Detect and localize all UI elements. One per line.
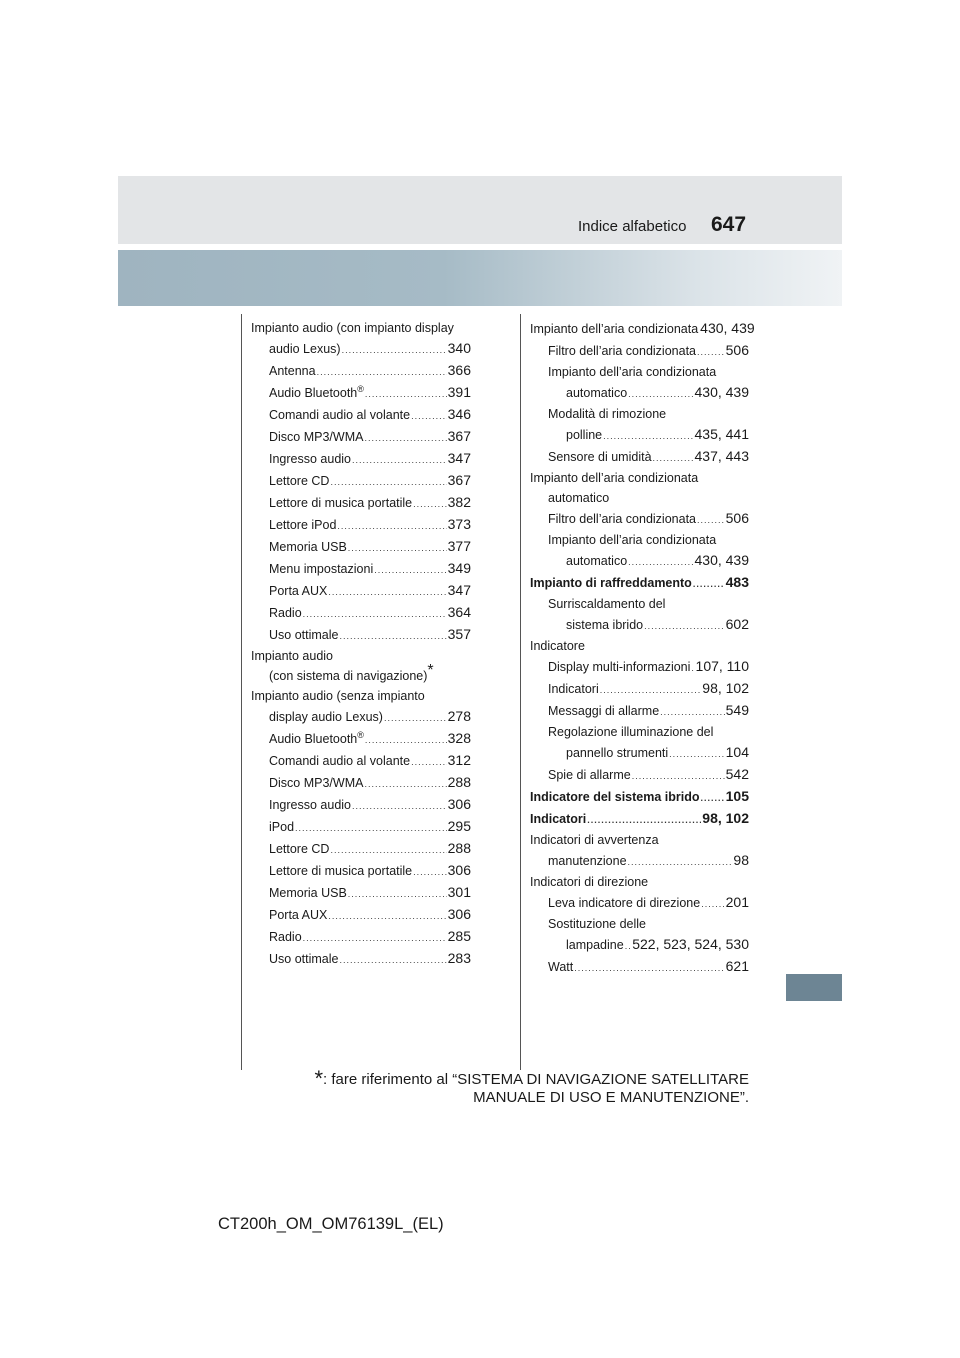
page-number: 647: [711, 213, 747, 236]
index-entry-text: Impianto dell’aria condizionata: [530, 322, 699, 336]
index-page-ref: 391: [447, 384, 471, 400]
column-rule-middle: [520, 314, 521, 1070]
index-entry-line: [530, 572, 749, 594]
index-page-ref: 437, 443: [694, 448, 749, 464]
index-entry: [530, 678, 749, 700]
index-entry: [530, 340, 749, 362]
index-entry-text: Impianto dell’aria condizionata: [548, 533, 717, 547]
index-entry-line: [269, 492, 471, 514]
index-entry-line: [269, 926, 471, 948]
index-entry-line: [548, 424, 749, 446]
index-entry-continuation: manutenzione: [548, 854, 627, 868]
index-entry-text: Memoria USB: [269, 886, 347, 900]
leader-dots: [413, 862, 447, 882]
index-entry: [530, 362, 749, 404]
index-entry-text: Ingresso audio: [269, 452, 352, 466]
index-entry-line: [548, 656, 749, 678]
leader-dots: [411, 406, 447, 426]
index-page-ref: 347: [447, 582, 471, 598]
index-entry: [251, 624, 471, 646]
index-page-ref: 435, 441: [694, 426, 749, 442]
column-rule-left: [241, 314, 242, 1070]
leader-dots: [364, 774, 446, 794]
index-page-ref: 283: [447, 950, 471, 966]
index-entry-continuation: automatico: [566, 386, 628, 400]
index-entry-line: [269, 948, 471, 970]
index-entry-text: Indicatori: [530, 812, 587, 826]
index-entry-line: [530, 808, 749, 830]
index-entry-line: [269, 360, 471, 382]
index-entry-text: Regolazione illuminazione del: [548, 725, 714, 739]
index-entry-line: [269, 580, 471, 602]
leader-dots: [697, 510, 725, 530]
index-entry-line: [548, 340, 749, 362]
index-entry-line: [269, 838, 471, 860]
index-side-tab: [786, 974, 842, 1001]
index-page-ref: 105: [725, 788, 749, 804]
leader-dots: [628, 384, 693, 404]
leader-dots: [330, 472, 446, 492]
document-code: CT200h_OM_OM76139L_(EL): [218, 1215, 444, 1233]
index-entry-line: [269, 904, 471, 926]
index-entry-line: [269, 558, 471, 580]
index-entry-text: Porta AUX: [269, 584, 328, 598]
section-banner: [118, 250, 842, 306]
leader-dots: [352, 450, 447, 470]
index-entry: [530, 722, 749, 764]
index-page-ref: 107, 110: [695, 658, 749, 674]
index-page-ref: 522, 523, 524, 530: [632, 936, 749, 952]
index-entry: [251, 816, 471, 838]
leader-dots: [348, 538, 447, 558]
index-entry-continuation: polline: [566, 428, 603, 442]
index-entry-line: [269, 382, 471, 404]
leader-dots: [411, 752, 447, 772]
index-entry-line: [269, 602, 471, 624]
leader-dots: [644, 616, 725, 636]
index-entry: [530, 656, 749, 678]
index-entry-text: Ingresso audio: [269, 798, 352, 812]
index-entry-text: Indicatore del sistema ibrido: [530, 790, 700, 804]
index-entry: [251, 318, 471, 360]
index-entry-line: [269, 514, 471, 536]
index-entry-line: [269, 860, 471, 882]
leader-dots: [339, 626, 446, 646]
index-page-ref: 201: [725, 894, 749, 910]
index-entry: [251, 404, 471, 426]
index-entry-text: Sensore di umidità: [548, 450, 652, 464]
index-page-ref: 98: [733, 852, 749, 868]
index-entry: [530, 956, 749, 978]
index-entry: [251, 948, 471, 970]
index-entry-line: [548, 382, 749, 404]
index-entry-text: Lettore CD: [269, 842, 330, 856]
index-entry: [530, 594, 749, 636]
leader-dots: [701, 894, 724, 914]
index-entry-text: Comandi audio al volante: [269, 754, 411, 768]
index-entry-text: Leva indicatore di direzione: [548, 896, 701, 910]
footnote: [300, 1066, 749, 1107]
leader-dots: [660, 702, 724, 722]
index-entry-text: Indicatori di direzione: [530, 875, 649, 889]
index-entry-line: [548, 742, 749, 764]
index-entry-line: [548, 892, 749, 914]
index-entry-text: Disco MP3/WMA: [269, 776, 364, 790]
index-entry: [251, 860, 471, 882]
index-entry-continuation: automatico: [548, 491, 610, 505]
registered-mark: ®: [357, 383, 364, 394]
leader-dots: [632, 766, 725, 786]
index-page-ref: 306: [447, 906, 471, 922]
index-page-ref: 506: [725, 510, 749, 526]
index-page-ref: 328: [447, 730, 471, 746]
index-entry-line: [269, 794, 471, 816]
index-entry-text: Antenna: [269, 364, 316, 378]
index-entry: [251, 646, 471, 686]
index-entry-text: Modalità di rimozione: [548, 407, 667, 421]
leader-dots: [628, 552, 693, 572]
index-entry-text: Indicatori: [548, 682, 599, 696]
index-page-ref: 430, 439: [694, 552, 749, 568]
index-entry: [530, 764, 749, 786]
index-entry-line: [269, 470, 471, 492]
index-page-ref: 430, 439: [700, 320, 755, 336]
leader-dots: [587, 810, 701, 830]
index-entry: [530, 508, 749, 530]
index-entry-line: [251, 338, 471, 360]
leader-dots: [669, 744, 724, 764]
index-page-ref: 346: [447, 406, 471, 422]
leader-dots: [352, 796, 447, 816]
index-entry-text: Messaggi di allarme: [548, 704, 660, 718]
index-entry-line: [530, 786, 749, 808]
index-entry-line: [269, 426, 471, 448]
index-entry-text: Radio: [269, 606, 302, 620]
index-entry-line: [548, 934, 749, 956]
index-page-ref: 301: [447, 884, 471, 900]
index-page-ref: 295: [447, 818, 471, 834]
index-page-ref: 340: [447, 340, 471, 356]
index-entry: [251, 382, 471, 404]
index-entry: [530, 914, 749, 956]
index-entry: [251, 470, 471, 492]
index-entry-text: Audio Bluetooth®: [269, 383, 364, 400]
index-entry-line: [548, 700, 749, 722]
index-entry-text: Audio Bluetooth®: [269, 729, 364, 746]
index-page-ref: 349: [447, 560, 471, 576]
index-entry: [530, 830, 749, 872]
index-page-ref: 357: [447, 626, 471, 642]
index-entry-text: Surriscaldamento del: [548, 597, 666, 611]
index-column-left: [251, 318, 471, 970]
index-entry: [251, 838, 471, 860]
index-entry-line: [269, 772, 471, 794]
leader-dots: [701, 788, 725, 808]
leader-dots: [600, 680, 702, 700]
index-entry-text: Radio: [269, 930, 302, 944]
index-entry-text: Lettore iPod: [269, 518, 337, 532]
leader-dots: [365, 384, 447, 404]
index-entry-line: [269, 882, 471, 904]
index-page-ref: 430, 439: [694, 384, 749, 400]
index-page-ref: 382: [447, 494, 471, 510]
index-entry: [251, 904, 471, 926]
index-page-ref: 367: [447, 472, 471, 488]
index-page-ref: 312: [447, 752, 471, 768]
index-entry-text: Watt: [548, 960, 574, 974]
footnote-line-2: MANUALE DI USO E MANUTENZIONE”.: [473, 1089, 749, 1106]
index-entry: [530, 636, 749, 656]
footnote-line-1: : fare riferimento al “SISTEMA DI NAVIGAZIONE SATELLITARE: [323, 1071, 749, 1088]
index-entry-text: Impianto dell’aria condizionata: [530, 471, 699, 485]
leader-dots: [653, 448, 694, 468]
index-entry-text: Indicatori di avvertenza: [530, 833, 659, 847]
index-entry: [251, 492, 471, 514]
index-entry-line: [548, 764, 749, 786]
index-entry-continuation: pannello strumenti: [566, 746, 669, 760]
leader-dots: [384, 708, 447, 728]
leader-dots: [328, 582, 446, 602]
index-page-ref: 621: [725, 958, 749, 974]
index-entry-line: [548, 446, 749, 468]
index-entry: [251, 772, 471, 794]
index-entry-line: [269, 404, 471, 426]
index-entry-text: iPod: [269, 820, 295, 834]
index-entry-text: Filtro dell’aria condizionata: [548, 512, 696, 526]
index-page-ref: 288: [447, 840, 471, 856]
index-page-ref: 542: [725, 766, 749, 782]
index-entry-line: [548, 678, 749, 700]
index-entry-text: Indicatore: [530, 639, 585, 653]
leader-dots: [625, 936, 632, 956]
index-entry-line: [530, 318, 755, 340]
leader-dots: [697, 342, 725, 362]
index-entry-line: [548, 956, 749, 978]
index-entry: [530, 572, 749, 594]
index-entry-continuation: automatico: [566, 554, 628, 568]
index-entry: [530, 892, 749, 914]
index-entry: [251, 580, 471, 602]
index-entry: [251, 750, 471, 772]
index-entry: [530, 404, 749, 446]
index-page-ref: 278: [447, 708, 471, 724]
index-entry-text: Uso ottimale: [269, 628, 339, 642]
leader-dots: [342, 340, 447, 360]
index-entry-text: Uso ottimale: [269, 952, 339, 966]
footnote-star: *: [314, 1066, 324, 1091]
index-entry-line: [530, 872, 749, 892]
index-page-ref: 549: [725, 702, 749, 718]
registered-mark: ®: [357, 729, 364, 740]
index-entry-line: [269, 728, 471, 750]
index-entry-text: Impianto audio (con impianto display: [251, 321, 454, 335]
leader-dots: [691, 658, 694, 678]
index-page-ref: 306: [447, 796, 471, 812]
index-entry-line: [530, 488, 749, 508]
leader-dots: [295, 818, 447, 838]
index-entry-line: [530, 636, 749, 656]
index-page-ref: 306: [447, 862, 471, 878]
leader-dots: [603, 426, 693, 446]
index-entry-text: Memoria USB: [269, 540, 347, 554]
index-entry: [530, 872, 749, 892]
index-entry-line: [548, 550, 749, 572]
footnote-star-ref: *: [427, 661, 434, 679]
leader-dots: [348, 884, 447, 904]
index-entry-line: [269, 750, 471, 772]
index-column-right: [530, 318, 755, 978]
index-entry: [530, 786, 749, 808]
index-entry-continuation: display audio Lexus): [269, 710, 383, 724]
index-entry: [251, 426, 471, 448]
leader-dots: [374, 560, 446, 580]
header-title: Indice alfabetico: [578, 218, 687, 235]
leader-dots: [693, 574, 725, 594]
index-entry-line: [548, 614, 749, 636]
index-entry-text: Disco MP3/WMA: [269, 430, 364, 444]
leader-dots: [303, 928, 447, 948]
index-page-ref: 483: [725, 574, 749, 590]
index-page-ref: 602: [725, 616, 749, 632]
index-entry-text: Impianto audio: [251, 649, 334, 663]
index-entry-text: Impianto dell’aria condizionata: [548, 365, 717, 379]
index-entry-line: [251, 706, 471, 728]
index-page-ref: 377: [447, 538, 471, 554]
index-entry-text: Menu impostazioni: [269, 562, 374, 576]
leader-dots: [317, 362, 447, 382]
index-entry-continuation: audio Lexus): [269, 342, 341, 356]
index-page-ref: 366: [447, 362, 471, 378]
index-page-ref: 364: [447, 604, 471, 620]
index-entry: [251, 360, 471, 382]
index-page-ref: 98, 102: [702, 680, 749, 696]
leader-dots: [628, 852, 733, 872]
index-entry-continuation: lampadine: [566, 938, 624, 952]
index-entry-line: [548, 508, 749, 530]
index-entry-text: Spie di allarme: [548, 768, 631, 782]
index-entry-line: [269, 448, 471, 470]
index-entry: [251, 602, 471, 624]
index-entry-text: Lettore CD: [269, 474, 330, 488]
index-page-ref: 367: [447, 428, 471, 444]
index-entry: [251, 558, 471, 580]
index-entry-line: [269, 536, 471, 558]
index-entry-text: Porta AUX: [269, 908, 328, 922]
index-entry-text: Lettore di musica portatile: [269, 864, 413, 878]
leader-dots: [364, 428, 446, 448]
index-entry: [530, 700, 749, 722]
index-entry: [530, 318, 755, 340]
leader-dots: [574, 958, 724, 978]
index-entry: [251, 514, 471, 536]
index-entry: [251, 794, 471, 816]
index-entry: [251, 728, 471, 750]
index-page-ref: 288: [447, 774, 471, 790]
leader-dots: [339, 950, 446, 970]
leader-dots: [328, 906, 446, 926]
index-entry: [530, 446, 749, 468]
index-entry-continuation: (con sistema di navigazione)*: [269, 661, 434, 683]
index-entry: [251, 536, 471, 558]
index-entry: [251, 448, 471, 470]
index-page-ref: 285: [447, 928, 471, 944]
index-entry-text: Display multi-informazioni: [548, 660, 691, 674]
index-entry-text: Filtro dell’aria condizionata: [548, 344, 696, 358]
leader-dots: [330, 840, 446, 860]
index-entry-line: [269, 816, 471, 838]
index-page-ref: 347: [447, 450, 471, 466]
index-entry-line: [269, 624, 471, 646]
index-entry-line: [530, 850, 749, 872]
index-entry-text: Impianto audio (senza impianto: [251, 689, 425, 703]
index-entry: [251, 686, 471, 728]
index-entry: [251, 926, 471, 948]
index-entry-text: Lettore di musica portatile: [269, 496, 413, 510]
index-page-ref: 104: [725, 744, 749, 760]
leader-dots: [303, 604, 447, 624]
index-entry-line: [251, 661, 471, 686]
index-entry: [530, 808, 749, 830]
index-entry-text: Comandi audio al volante: [269, 408, 411, 422]
index-entry-text: Impianto di raffreddamento: [530, 576, 692, 590]
leader-dots: [337, 516, 446, 536]
index-entry: [530, 468, 749, 508]
index-entry: [530, 530, 749, 572]
index-entry-text: Sostituzione delle: [548, 917, 646, 931]
index-entry-continuation: sistema ibrido: [566, 618, 644, 632]
leader-dots: [413, 494, 447, 514]
index-page-ref: 373: [447, 516, 471, 532]
index-entry: [251, 882, 471, 904]
leader-dots: [365, 730, 447, 750]
index-page-ref: 98, 102: [702, 810, 749, 826]
index-page-ref: 506: [725, 342, 749, 358]
